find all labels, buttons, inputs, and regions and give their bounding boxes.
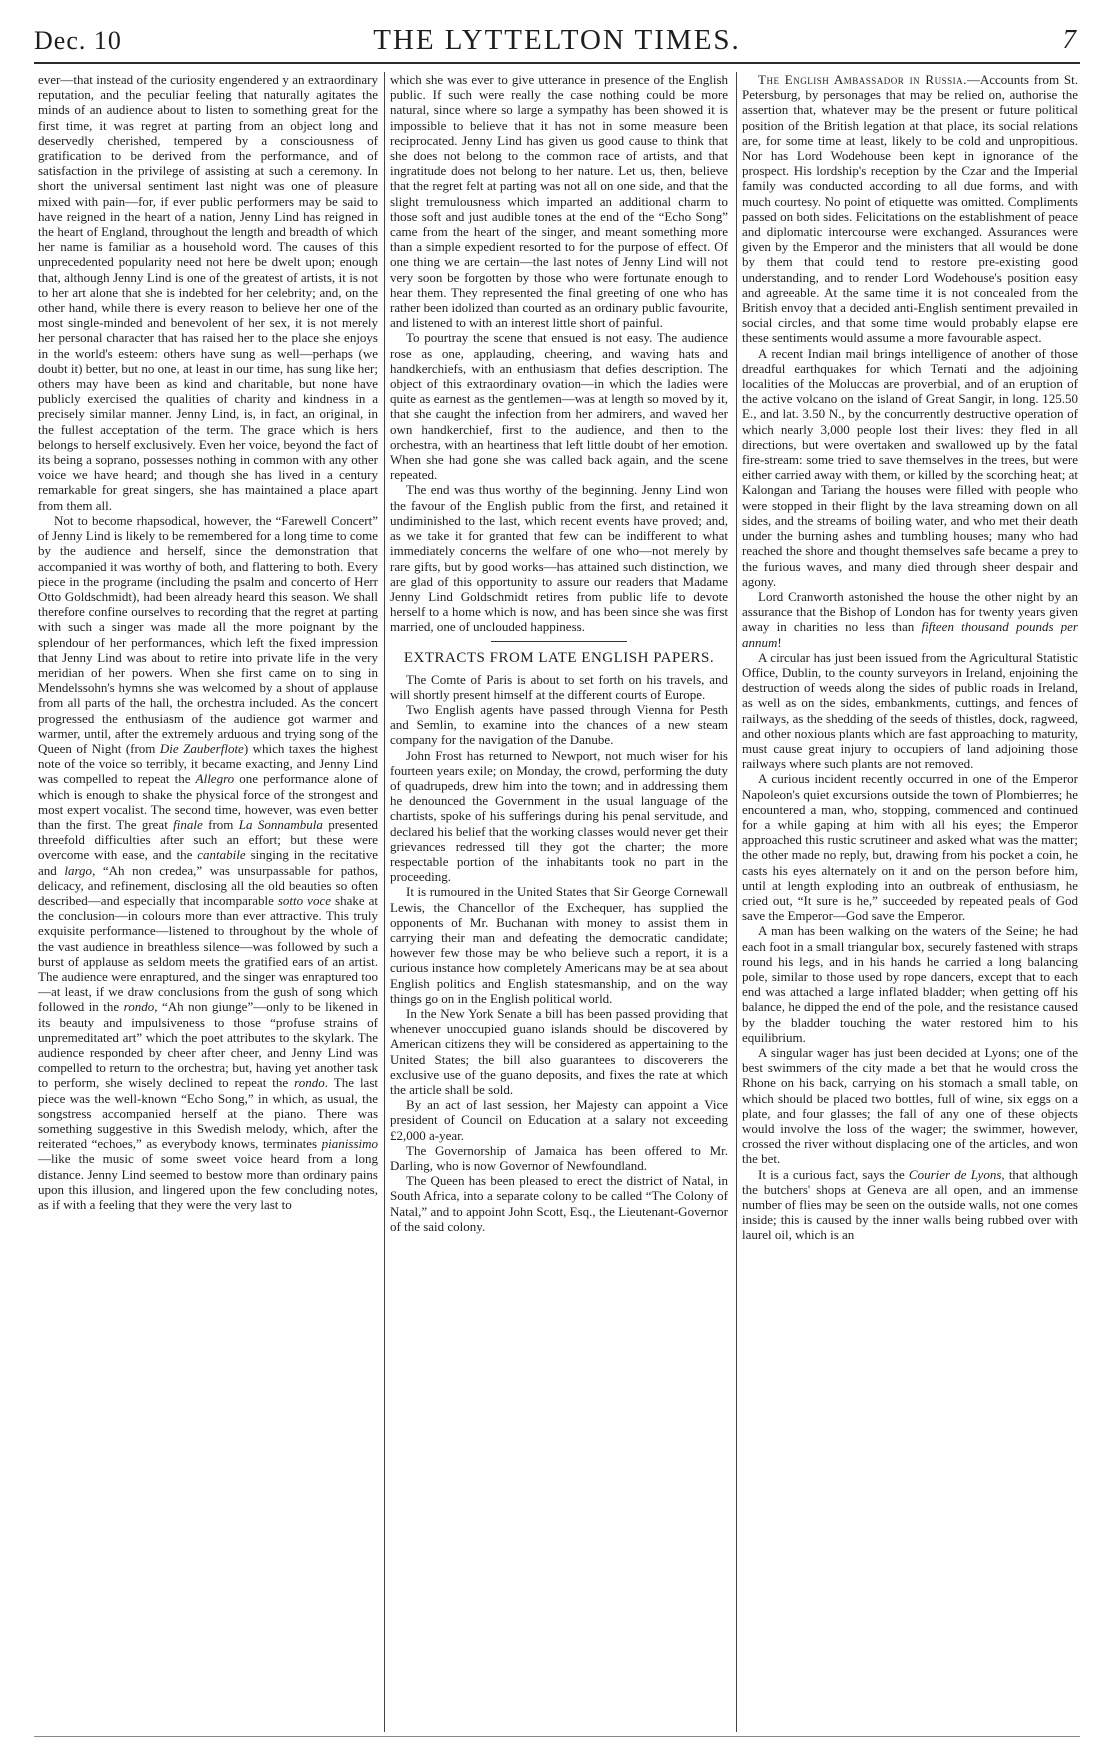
- news-item: Two English agents have passed through Vienna for Pesth and Semlin, to examine into the chances of a new steam company for the navigation of the Danube.: [390, 701, 728, 748]
- news-item: The English Ambassador in Russia.—Accounts from St. Petersburg, by personages that may be relied on, authorise the assertion that, whatever may be the present or future political position of the British legation at that place, its social relations are, for some time at least, likely to be cold and unpropitious. Nor has Lord Wodehouse been kept in ignorance of the prospect. His lordship's reception by the Czar and the Imperial family was conducted according to all due forms, and with much courtesy. No point of etiquette was omitted. Compliments passed on both sides. Felicitations on the establishment of peace and diplomatic intercourse were exchanged. Assurances were given by the Emperor and the ministers that all would be done by them that could tend to restore pre-existing good understanding, and to render Lord Wodehouse's position easy and agreeable. At the same time it is not concealed from the British envoy that a decided anti-English sentiment prevailed in social circles, and that some time would probably elapse ere these sentiments would assume a more favourable aspect.: [742, 72, 1078, 346]
- column-divider: [736, 72, 737, 1732]
- header-rule: [34, 62, 1080, 64]
- article-paragraph: Not to become rhapsodical, however, the “Farewell Concert” of Jenny Lind is likely to be remembered for a long time to come by the audience and herself, since the demonstration that accompanied it was worthy of both, and flattering to both. Every piece in the programe (including the psalm and concerto of Herr Otto Goldschmidt), had been already heard this season. We shall therefore confine ourselves to recording that the regret at parting with such a singer was made all the more poignant by the splendour of her performances, which left the fixed impression that Jenny Lind was about to retire into private life in the very meridian of her powers. When she first came on to sing in Mendelssohn's hymns she was welcomed by a shout of applause from all parts of the hall, the orchestra included. As the concert progressed the enthusiasm of the audience got warmer and warmer, until, after the extremely arduous and trying song of the Queen of Night (from Die Zauberflote) which taxes the highest note of the voice so terribly, it became exacting, and Jenny Lind was compelled to repeat the Allegro one performance alone of which is enough to shake the physical force of the strongest and most expert vocalist. The second time, however, was even better than the first. The great finale from La Sonnambula presented threefold difficulties after such an effort; but these were overcome with ease, and the cantabile singing in the recitative and largo, “Ah non credea,” was unsurpassable for pathos, delicacy, and refinement, disclosing all the old beauties so often described—and especially that incomparable sotto voce shake at the conclusion—in colours more than ever attractive. This truly exquisite performance—listened to throughout by the whole of the vast audience in breathless silence—was followed by such a burst of applause as seldom meets the gratified ears of an artist. The audience were enraptured, and the singer was enraptured too—at least, if we draw conclusions from the gush of song which followed in the rondo, “Ah non giunge”—only to be likened in its beauty and impulsiveness to those “profuse strains of unpremeditated art” which the poet attributes to the skylark. The audience responded by cheer after cheer, and Jenny Lind was compelled to return to the orchestra; but, having yet another task to perform, she wisely declined to repeat the rondo. The last piece was the well-known “Echo Song,” in which, as usual, the songstress accompanied herself at the piano. There was something suggestive in this Swedish melody, which, after the reiterated “echoes,” as everybody knows, terminates pianissimo—like the music of some sweet voice heard from a long distance. Jenny Lind seemed to bestow more than ordinary pains upon this illusion, and lingered upon the few concluding notes, as if with a feeling that they were the very last to: [38, 512, 378, 1213]
- news-item: A man has been walking on the waters of the Seine; he had each foot in a small triangular box, securely fastened with straps round his legs, and in his hands he carried a long balancing pole, similar to those used by rope dancers, except that to each end was attached a large inflated bladder; when getting off his balance, he dipped the end of the pole, and the resistance caused by the bladder touching the water restored him to his equilibrium.: [742, 923, 1078, 1045]
- news-item: It is a curious fact, says the Courier de Lyons, that although the butchers' shops at Geneva are all open, and an immense number of flies may be seen on the outside walls, not one comes inside; this is caused by the inner walls being rubbed over with laurel oil, which is an: [742, 1166, 1078, 1243]
- news-item: John Frost has returned to Newport, not much wiser for his fourteen years exile; on Monday, the crowd, performing the duty of quadrupeds, drew him into the town; and in addressing them he denounced the Government in the usual language of the chartists, spoke of his sufferings during his penal servitude, and declared his belief that the working classes would never get their grievances redressed till they got the charter; the more respectable portion of the inhabitants took no part in the proceeding.: [390, 747, 728, 885]
- news-item: A recent Indian mail brings intelligence of another of those dreadful earthquakes for which Ternati and the adjoining localities of the Moluccas are proverbial, and of an eruption of the active volcano on the island of Great Sangir, in long. 125.50 E., and lat. 3.50 N., by the concurrently destructive operation of which nearly 3,000 people lost their lives: they fled in all directions, but were overtaken and swallowed up by the fatal fire-stream: some tried to save themselves in the trees, but were either carried away with them, or killed by the scorching heat; at Kalongan and Tariang the houses were filled with people who were stopped in their flight by the lava streaming down on all sides, and the streams of boiling water, and who met their death under the burning ashes and tumbling houses; many who had reached the shore and thought themselves safe became a prey to the furious waves, and many died through sheer despair and agony.: [742, 345, 1078, 589]
- page-header: [34, 22, 1080, 62]
- column-2: [390, 72, 728, 1732]
- column-3: [742, 72, 1078, 1732]
- footer-rule: [34, 1736, 1080, 1737]
- section-title: EXTRACTS FROM LATE ENGLISH PAPERS.: [403, 649, 715, 666]
- article-paragraph: ever—that instead of the curiosity engendered y an extraordinary reputation, and the peculiar feeling that naturally agitates the minds of an audience about to listen to something great for the first time, it was regret at parting from an object long and deservedly cherished, tempered by a consciousness of gratification to be derived from the performance, and of satisfaction in the privilege of assisting at such a ceremony. In short the universal sentiment last night was one of pleasure mixed with pain—for, if ever public performers may be said to have reigned in the heart of a nation, Jenny Lind has reigned in the heart of England, throughout the length and breadth of which her name is familiar as a household word. The causes of this unprecedented popularity need not here be dwelt upon; enough that, although Jenny Lind is one of the greatest of artists, it is not to her art alone that she is indebted for her celebrity; and, on the other hand, while there is every reason to believe her one of the most single-minded and benevolent of her sex, it is not merely her personal character that has raised her to the place she enjoys in the world's esteem: others have sung as well—perhaps (we doubt it) better, but no one, at least in our time, has sung like her; others may have been as kind and charitable, but none have publicly exercised the qualities of charity and kindness in a precisely similar manner. Jenny Lind, is, in fact, an original, in the fullest acceptation of the term. The grace which is hers belongs to herself exclusively. Even her voice, beyond the fact of its being a soprano, possesses nothing in common with any other voice we have heard; and though she has lived in a century remarkable for great singers, she has maintained a place apart from them all.: [38, 72, 378, 513]
- news-item: A circular has just been issued from the Agricultural Statistic Office, Dublin, to the county surveyors in Ireland, enjoining the destruction of weeds along the sides of public roads in Ireland, as well as on the sides, embankments, cuttings, and fences of railways, as the shedding of the seeds of thistles, dock, ragweed, and other noxious plants which are fast approaching to maturity, must cause great injury to occupiers of land adjoining those railways where such plants are not removed.: [742, 649, 1078, 772]
- section-divider: [491, 641, 626, 642]
- news-item: Lord Cranworth astonished the house the other night by an assurance that the Bishop of London has for twenty years given away in charities no less than fifteen thousand pounds per annum!: [742, 588, 1078, 650]
- news-item: The Governorship of Jamaica has been offered to Mr. Darling, who is now Governor of Newfoundland.: [390, 1142, 728, 1174]
- article-paragraph: To pourtray the scene that ensued is not easy. The audience rose as one, applauding, cheering, and waving hats and handkerchiefs, with an enthusiasm that defies description. The object of this extraordinary ovation—in which the ladies were quite as earnest as the gentlemen—was at length so moved by it, that she caught the infection from her admirers, and waved her own handkerchief, first to the audience, and then to the orchestra, with an heartiness that left little doubt of her emotion. When she had gone she was called back again, and the scene repeated.: [390, 330, 728, 483]
- news-item: The Queen has been pleased to erect the district of Natal, in South Africa, into a separate colony to be called “The Colony of Natal,” and to appoint John Scott, Esq., the Lieutenant-Governor of the said colony.: [390, 1173, 728, 1234]
- news-item: A curious incident recently occurred in one of the Emperor Napoleon's quiet excursions outside the town of Plombierres; he encountered a man, who, stopping, commenced and continued for a while gaping at him with all his eyes; the Emperor approached this rustic scrutineer and asked what was the matter; the other made no reply, but, drawing from his pocket a coin, he casts his eyes alternately on it and on the person before him, until at length exploding into an outbreak of enthusiasm, he cried out, “It sure is he,” succeeded by repeated peals of God save the Emperor—God save the Emperor.: [742, 771, 1078, 924]
- news-item: In the New York Senate a bill has been passed providing that whenever unoccupied guano islands should be discovered by American citizens they will be considered as appertaining to the United States; the bill also guarantees to discoverers the exclusive use of the guano deposits, and fixes the rate at which the article shall be sold.: [390, 1005, 728, 1097]
- column-1: [38, 72, 378, 1732]
- article-paragraph: The end was thus worthy of the beginning. Jenny Lind won the favour of the English public from the first, and retained it undiminished to the last, which recent events have proved; and, as we take it for granted that few can be indifferent to what immediately concerns the welfare of one who—not merely by rare gifts, but by good works—has attained such distinction, we are glad of this opportunity to assure our readers that Madame Jenny Lind Goldschmidt retires from public life to devote herself to a home which is now, and has been since she was first married, one of unclouded happiness.: [390, 482, 728, 635]
- news-item: By an act of last session, her Majesty can appoint a Vice president of Council on Education at a salary not exceeding £2,000 a-year.: [390, 1097, 728, 1143]
- news-item: A singular wager has just been decided at Lyons; one of the best swimmers of the city made a bet that he would cross the Rhone on his back, carrying on his stomach a small table, on which should be placed two bottles, full of wine, six eggs on a plate, and four glasses; the fall of any one of these objects would involve the loss of the wager; the swimmer, however, crossed the river without displacing one of the articles, and won the bet.: [742, 1045, 1078, 1167]
- news-item: It is rumoured in the United States that Sir George Cornewall Lewis, the Chancellor of the Exchequer, has supplied the opponents of Mr. Buchanan with money to assist them in carrying their man and defeating the democratic candidate; however few those may be who believe such a report, it is a curious instance how completely Americans may be at sea about English politics and English statesmanship, and on the way things go on in the English political world.: [390, 884, 728, 1006]
- article-paragraph: which she was ever to give utterance in presence of the English public. If such were really the case nothing could be more natural, since where so large a sympathy has been showed it is impossible to believe that it has not in some measure been reciprocated. Jenny Lind has given us good cause to think that she does not belong to the common race of artists, and that ingratitude does not belong to her nature. Let us, then, believe that the regret felt at parting was not all on one side, and that the slight tremulousness which imparted an additional charm to those soft and just audible tones at the end of the “Echo Song” came from the heart of the singer, and meant something more than a simple expedient resorted to for the purpose of effect. Of one thing we are certain—the last notes of Jenny Lind will not very soon be forgotten by those who were fortunate enough to hear them. They represented the final greeting of one who has rather been idolized than courted as an ordinary public favourite, and listened to with an interest little short of painful.: [390, 72, 728, 331]
- newspaper-title: THE LYTTELTON TIMES.: [373, 24, 741, 56]
- news-item: The Comte of Paris is about to set forth on his travels, and will shortly present himself at the different courts of Europe.: [390, 671, 728, 702]
- header-date: Dec. 10: [34, 26, 122, 55]
- page-number: 7: [1062, 24, 1076, 54]
- item-heading: The English Ambassador in Russia.: [758, 72, 967, 87]
- column-divider: [384, 72, 385, 1732]
